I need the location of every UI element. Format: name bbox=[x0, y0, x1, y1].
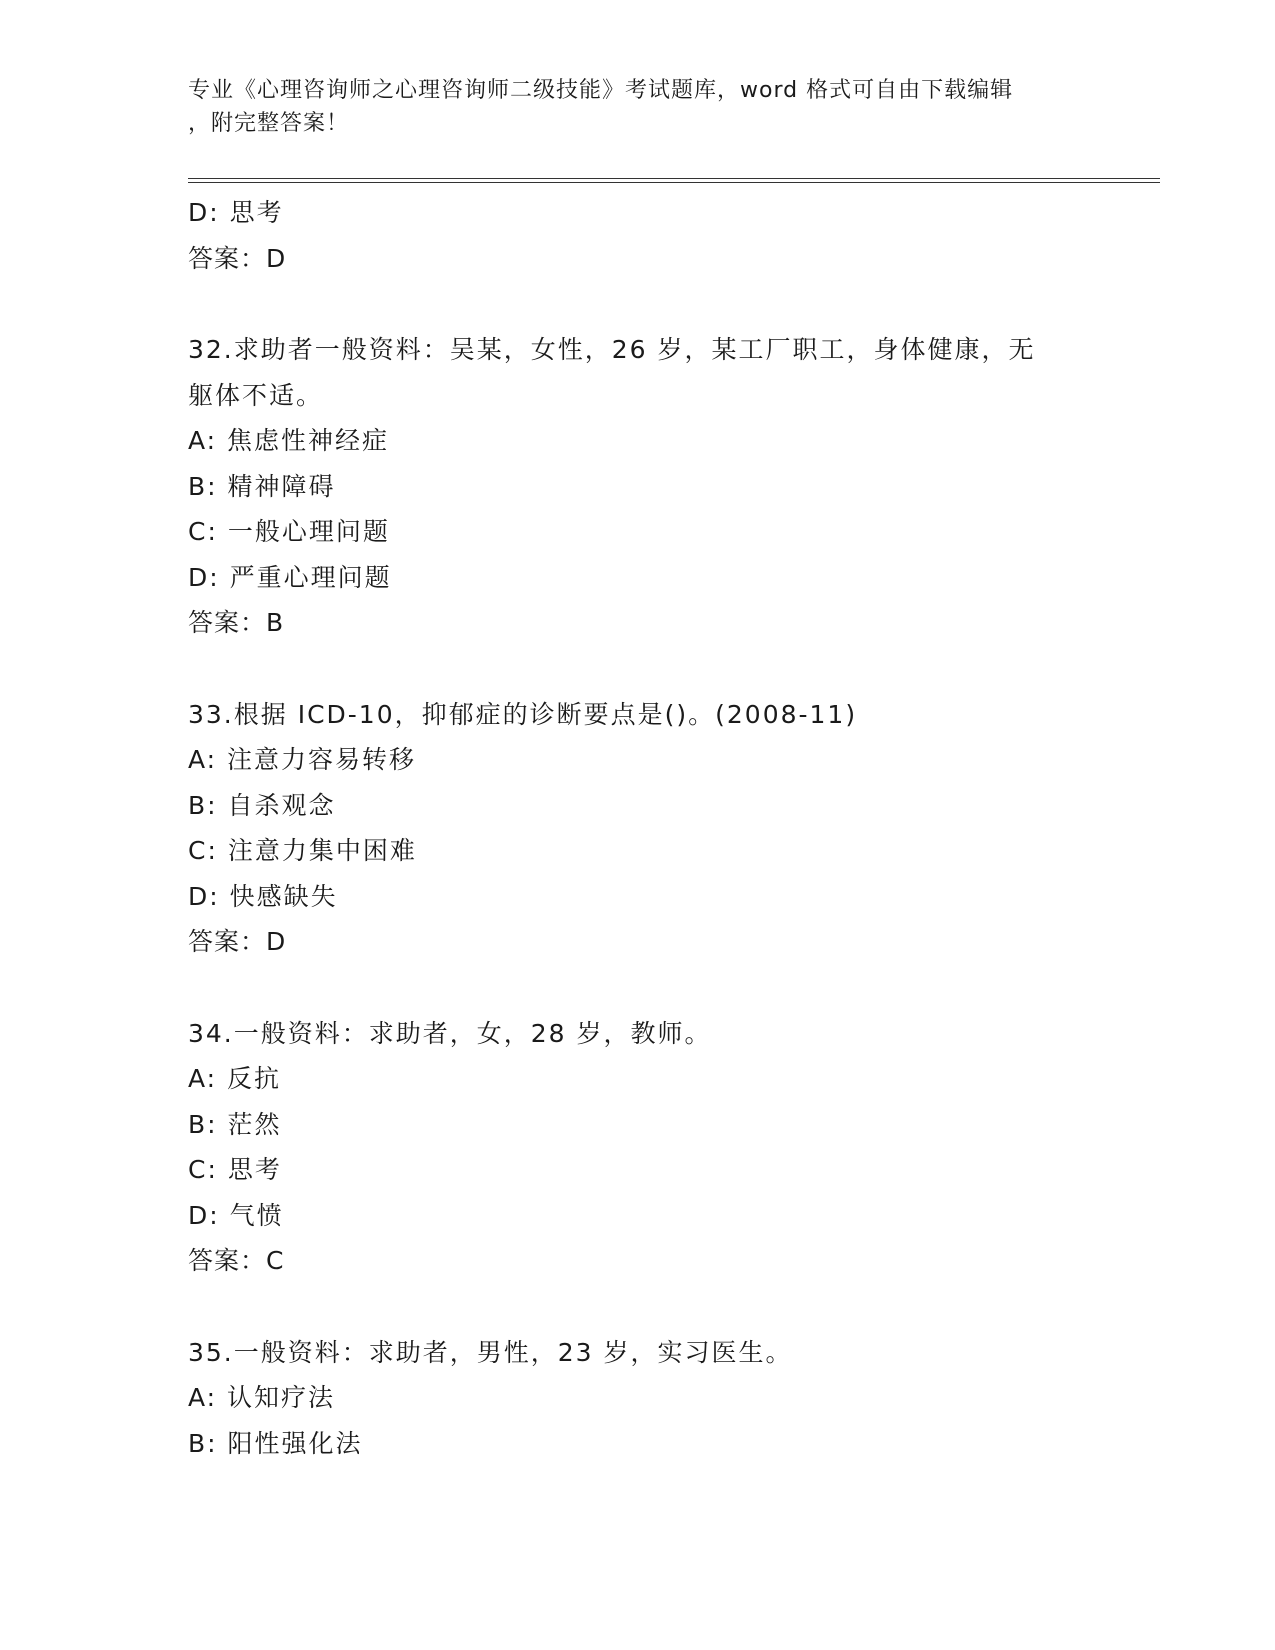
answer-line: 答案：D bbox=[188, 243, 287, 273]
document-header bbox=[188, 74, 1088, 140]
question-stem: 35.一般资料：求助者，男性，23 岁，实习医生。 bbox=[188, 1337, 793, 1367]
answer-line: 答案：D bbox=[188, 927, 287, 956]
question-line: 躯体不适。 bbox=[188, 380, 324, 410]
question-stem: 34.一般资料：求助者，女，28 岁，教师。 bbox=[188, 1018, 712, 1048]
question-block bbox=[188, 327, 1148, 646]
question-line: D: 气愤 bbox=[188, 1200, 284, 1230]
header-line-1: 专业《心理咨询师之心理咨询师二级技能》考试题库，word 格式可自由下载编辑 bbox=[188, 78, 1014, 103]
question-block bbox=[188, 692, 1148, 965]
question-stem: 32.求助者一般资料：吴某，女性，26 岁，某工厂职工，身体健康，无 bbox=[188, 335, 1036, 364]
header-line-2: ，附完整答案！ bbox=[188, 111, 350, 136]
question-list bbox=[188, 190, 1148, 1466]
question-line: A: 焦虑性神经症 bbox=[188, 426, 390, 455]
block-spacer bbox=[188, 281, 1148, 327]
question-line: B: 精神障碍 bbox=[188, 471, 336, 501]
question-line: A: 反抗 bbox=[188, 1064, 282, 1093]
question-line: D: 思考 bbox=[188, 198, 284, 227]
question-line: D: 快感缺失 bbox=[188, 881, 338, 911]
question-line: B: 阳性强化法 bbox=[188, 1428, 363, 1458]
question-line: B: 自杀观念 bbox=[188, 790, 336, 820]
question-block bbox=[188, 1011, 1148, 1284]
answer-line: 答案：C bbox=[188, 1246, 285, 1275]
question-line: C: 思考 bbox=[188, 1155, 282, 1184]
question-line: C: 注意力集中困难 bbox=[188, 836, 417, 865]
question-block bbox=[188, 1330, 1148, 1467]
question-line: B: 茫然 bbox=[188, 1109, 282, 1139]
question-line: D: 严重心理问题 bbox=[188, 562, 392, 592]
block-spacer bbox=[188, 646, 1148, 692]
question-line: A: 注意力容易转移 bbox=[188, 745, 417, 774]
question-block bbox=[188, 190, 1148, 281]
answer-line: 答案：B bbox=[188, 608, 285, 637]
block-spacer bbox=[188, 965, 1148, 1011]
question-line: A: 认知疗法 bbox=[188, 1383, 336, 1412]
question-stem: 33.根据 ICD-10，抑郁症的诊断要点是()。(2008-11) bbox=[188, 699, 858, 729]
question-line: C: 一般心理问题 bbox=[188, 517, 390, 546]
block-spacer bbox=[188, 1284, 1148, 1330]
header-divider bbox=[188, 178, 1160, 183]
